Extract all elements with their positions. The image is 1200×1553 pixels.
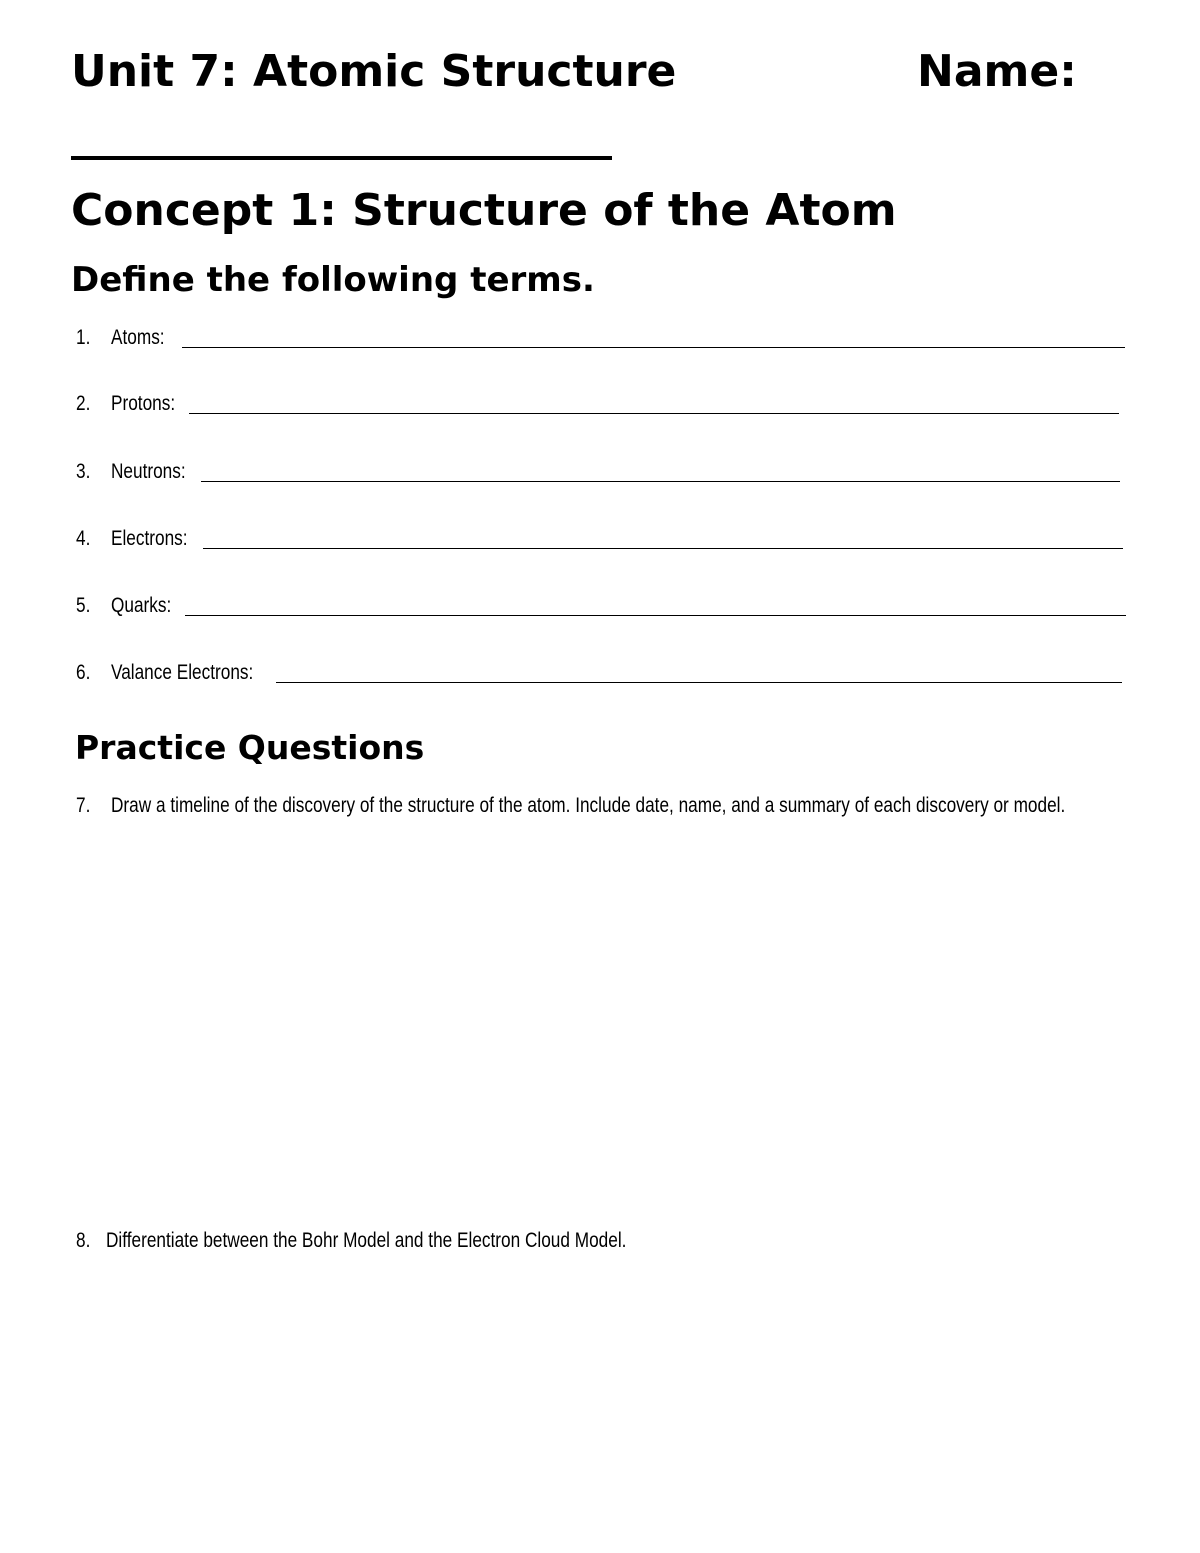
name-blank-line[interactable] bbox=[71, 156, 612, 160]
term-item-atoms bbox=[0, 321, 1200, 355]
question-text: Draw a timeline of the discovery of the structure of the atom. Include date, name, and a summary of each discovery or model. bbox=[111, 794, 1066, 817]
term-label: Atoms: bbox=[111, 326, 165, 349]
term-answer-line[interactable] bbox=[276, 682, 1122, 683]
term-answer-line[interactable] bbox=[203, 548, 1123, 549]
term-label: Neutrons: bbox=[111, 460, 186, 483]
term-item-protons bbox=[0, 387, 1200, 421]
term-label: Protons: bbox=[111, 392, 176, 415]
term-item-electrons bbox=[0, 522, 1200, 556]
question-7 bbox=[76, 790, 1146, 852]
term-answer-line[interactable] bbox=[189, 413, 1119, 414]
term-answer-line[interactable] bbox=[182, 347, 1125, 348]
question-number: 7. bbox=[76, 794, 91, 817]
term-number: 2. bbox=[76, 392, 91, 415]
term-item-valance-electrons bbox=[0, 656, 1200, 690]
term-number: 3. bbox=[76, 460, 91, 483]
define-heading: Define the following terms. bbox=[71, 260, 595, 300]
concept-title: Concept 1: Structure of the Atom bbox=[71, 185, 897, 236]
practice-heading: Practice Questions bbox=[75, 728, 425, 767]
question-text: Differentiate between the Bohr Model and the Electron Cloud Model. bbox=[106, 1229, 627, 1252]
term-item-quarks bbox=[0, 589, 1200, 623]
term-number: 6. bbox=[76, 661, 91, 684]
term-label: Electrons: bbox=[111, 527, 188, 550]
term-answer-line[interactable] bbox=[201, 481, 1120, 482]
term-item-neutrons bbox=[0, 455, 1200, 489]
term-answer-line[interactable] bbox=[185, 615, 1126, 616]
term-number: 4. bbox=[76, 527, 91, 550]
term-label: Quarks: bbox=[111, 594, 172, 617]
term-number: 5. bbox=[76, 594, 91, 617]
unit-title: Unit 7: Atomic Structure bbox=[71, 46, 677, 97]
question-number: 8. bbox=[76, 1229, 91, 1252]
term-number: 1. bbox=[76, 326, 91, 349]
question-8 bbox=[76, 1225, 1146, 1256]
term-label: Valance Electrons: bbox=[111, 661, 254, 684]
name-label: Name: bbox=[917, 46, 1077, 97]
